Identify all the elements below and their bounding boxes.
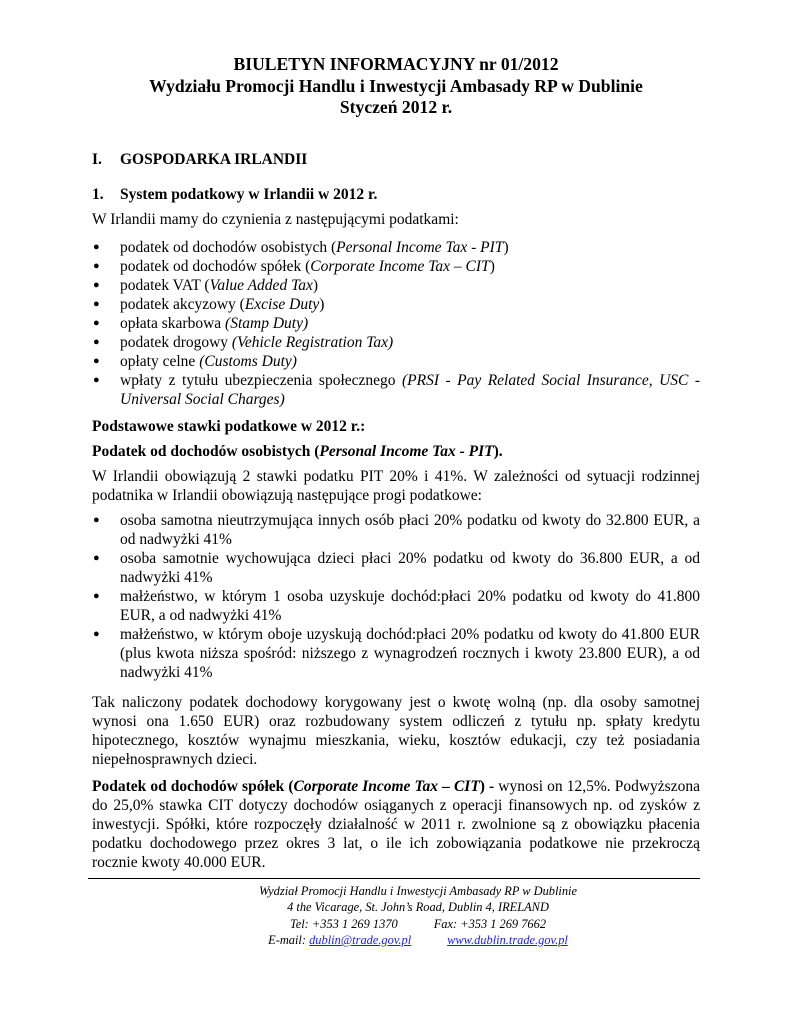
subsection-title: System podatkowy w Irlandii w 2012 r. [120,185,378,203]
bullet-icon: ● [93,627,100,640]
bullet-icon: ● [93,335,100,348]
list-item: ● opłata skarbowa (Stamp Duty) [93,314,309,332]
department-name: Wydziału Promocji Handlu i Inwestycji Ambasady RP w Dublinie [149,75,643,96]
pit-thresholds-list [92,511,700,682]
bulletin-title: BIULETYN INFORMACYJNY nr 01/2012 [233,54,559,74]
bulletin-date: Styczeń 2012 r. [339,97,453,117]
footer-divider [88,878,700,879]
list-item: ● opłaty celne (Customs Duty) [93,352,297,370]
bullet-icon: ● [93,354,100,367]
bullet-icon: ● [93,278,100,291]
bullet-icon: ● [93,373,100,386]
bullet-icon: ● [93,551,100,564]
bullet-icon: ● [93,589,100,602]
list-item: ● wpłaty z tytułu ubezpieczenia społecznego (PRSI - Pay Related Social Insurance, USC - Universal Social Charges) [93,371,700,408]
list-item: ● małżeństwo, w którym oboje uzyskują dochód:płaci 20% podatku od kwoty do 41.800 EUR (plus kwota niższa spośród: niższego z wynagrodzeń rocznych i kwoty 23.800 EUR), a od nadwyżki 41% [93,625,700,681]
list-item: ● małżeństwo, w którym 1 osoba uzyskuje dochód:płaci 20% podatku od kwoty do 41.800 EUR, a od nadwyżki 41% [93,587,700,624]
website-link[interactable]: www.dublin.trade.gov.pl [447,932,568,947]
footer-phone-fax [88,916,748,932]
list-item: ● podatek VAT (Value Added Tax) [93,276,319,294]
list-item: ● podatek od dochodów spółek (Corporate Income Tax – CIT) [93,257,495,275]
cit-paragraph: Podatek od dochodów spółek (Corporate Income Tax – CIT) - wynosi on 12,5%. Podwyższona do 25,0% stawka CIT dotyczy dochodów osiąganych z operacji finansowych np. od zysków z inwestycji. Spółki, które rozpoczęły działalność w 2011 r. zwolnione są z obowiązku płacenia podatku dochodowego przez okres 3 lat, o ile ich zobowiązania podatkowe nie przekroczą rocznie kwoty 40.000 EUR. [92,777,700,871]
list-item: ● podatek od dochodów osobistych (Personal Income Tax - PIT) [93,238,509,256]
footer-email-label: E-mail: [268,932,310,947]
rates-heading: Podstawowe stawki podatkowe w 2012 r.: [92,417,366,435]
tax-list [92,238,700,409]
footer-address: 4 the Vicarage, St. John’s Road, Dublin 4, IRELAND [287,900,549,915]
subsection-number: 1. [92,185,104,203]
bullet-icon: ● [93,316,100,329]
footer-department: Wydział Promocji Handlu i Inwestycji Ambasady RP w Dublinie [259,884,577,898]
bullet-icon: ● [93,297,100,310]
intro-text: W Irlandii mamy do czynienia z następującymi podatkami: [92,210,459,228]
footer-fax: Fax: +353 1 269 7662 [433,916,547,931]
pit-heading: Podatek od dochodów osobistych (Personal Income Tax - PIT). [92,442,503,460]
footer-tel: Tel: +353 1 269 1370 [289,916,398,931]
list-item: ● osoba samotna nieutrzymująca innych osób płaci 20% podatku od kwoty do 32.800 EUR, a od nadwyżki 41% [93,511,700,548]
bullet-icon: ● [93,259,100,272]
bulletin-header [92,54,700,119]
pit-paragraph: W Irlandii obowiązują 2 stawki podatku PIT 20% i 41%. W zależności od sytuacji rodzinnej podatnika w Irlandii obowiązują następujące progi podatkowe: [92,467,700,504]
section-number: I. [92,150,102,168]
section-heading [92,150,700,169]
list-item: ● osoba samotnie wychowująca dzieci płaci 20% podatku od kwoty do 36.800 EUR, a od nadwyżki 41% [93,549,700,586]
list-item: ● podatek akcyzowy (Excise Duty) [93,295,325,313]
bullet-icon: ● [93,240,100,253]
pit-closing-paragraph: Tak naliczony podatek dochodowy korygowany jest o kwotę wolną (np. dla osoby samotnej wynosi ona 1.650 EUR) oraz rozbudowany system odliczeń z tytułu np. spłaty kredytu hipotecznego, kosztów wynajmu mieszkania, wieku, kosztów edukacji, czy też posiadania niepełnosprawnych dzieci. [92,693,700,768]
email-link[interactable]: dublin@trade.gov.pl [309,932,412,947]
footer-contact [88,932,748,948]
subsection-heading [92,185,700,204]
bullet-icon: ● [93,513,100,526]
section-title: GOSPODARKA IRLANDII [120,150,308,168]
document-page [92,54,700,872]
page-footer [88,883,748,948]
list-item: ● podatek drogowy (Vehicle Registration Tax) [93,333,394,351]
